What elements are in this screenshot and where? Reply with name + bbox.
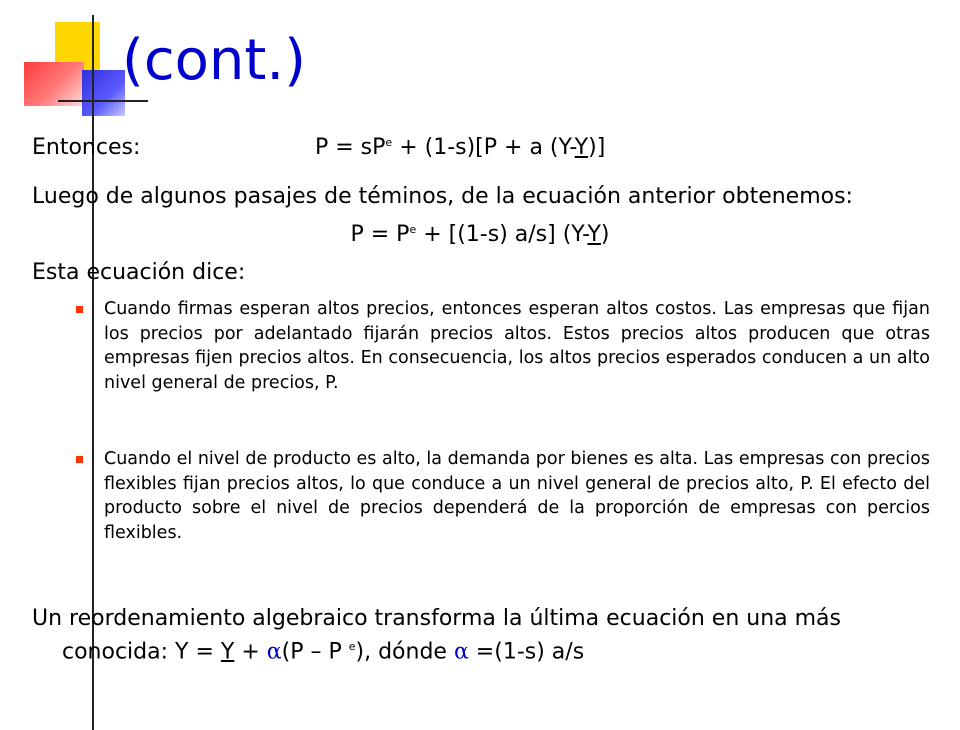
square-bullet-icon	[76, 306, 83, 313]
final-l2a: conocida: Y =	[62, 639, 221, 665]
intro-text: Luego de algunos pasajes de téminos, de la ecuación anterior obtenemos:	[32, 184, 853, 209]
dice-text: Esta ecuación dice:	[32, 260, 246, 285]
bullet-text: Cuando el nivel de producto es alto, la demanda por bienes es alta. Las empresas con precios flexibles fijan precios altos, lo que conduce a un nivel general de precios alto, P. El efecto del producto sobre el nivel de precios dependerá de la proporción de empresas con percios flexibles.	[104, 449, 930, 543]
eq2-ybar: Y	[587, 222, 601, 247]
bullet-list-1	[104, 297, 930, 395]
final-superscript: e	[348, 640, 356, 653]
eq2-part1: P = P	[350, 222, 410, 247]
eq1-superscript: e	[385, 135, 393, 149]
entonces-label: Entonces:	[32, 135, 141, 160]
eq1-ybar: Y	[574, 135, 589, 160]
final-line2	[32, 633, 584, 666]
final-l2e: ), dónde	[355, 639, 454, 665]
bullet-item	[104, 297, 930, 395]
alpha-symbol: α	[266, 639, 282, 665]
eq1-part1: P = sP	[315, 135, 386, 160]
decor-horizontal-line	[58, 100, 148, 102]
bullet-list-2	[104, 447, 930, 545]
slide-title: (cont.)	[122, 28, 306, 93]
square-bullet-icon	[76, 456, 83, 463]
final-l2c: +	[234, 639, 267, 665]
equation-1	[315, 135, 605, 161]
equation-2	[0, 222, 960, 248]
eq1-part3: )]	[588, 135, 606, 160]
eq2-part2: + [(1-s) a/s] (Y-	[416, 222, 588, 247]
decor-blue-square	[82, 70, 125, 116]
eq2-part3: )	[600, 222, 610, 247]
final-paragraph	[32, 605, 912, 666]
bullet-item	[104, 447, 930, 545]
final-ybar: Y	[220, 639, 235, 665]
final-l2f: =(1-s) a/s	[468, 639, 585, 665]
bullet-text: Cuando firmas esperan altos precios, entonces esperan altos costos. Las empresas que fijan los precios por adelantado fijarán precios altos. Estos precios altos producen que otras empresas fijen precios altos. En consecuencia, los altos precios esperados conducen a un alto nivel general de precios, P.	[104, 299, 930, 393]
final-l2d: (P – P	[281, 639, 349, 665]
eq1-part2: + (1-s)[P + a (Y-	[392, 135, 575, 160]
eq2-superscript: e	[409, 222, 417, 236]
final-line1: Un reordenamiento algebraico transforma la última ecuación en una más	[32, 606, 842, 631]
alpha-symbol-2: α	[453, 639, 469, 665]
